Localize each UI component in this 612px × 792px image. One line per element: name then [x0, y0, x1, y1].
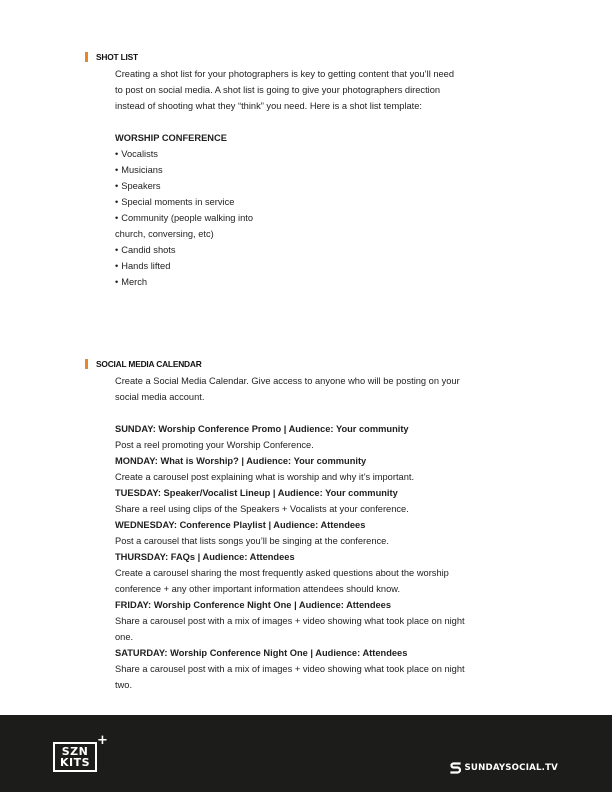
day-title-wednesday: WEDNESDAY: Conference Playlist | Audience: Attendees	[115, 520, 366, 530]
logo-text-line2: KITS	[59, 756, 91, 769]
szn-kits-logo-box	[53, 742, 97, 772]
day-description: Create a carousel sharing the most frequently asked questions about the worship	[115, 568, 449, 578]
intro-line: instead of shooting what they “think” you need. Here is a shot list template:	[115, 101, 422, 111]
logo-text-line1: SZN	[61, 745, 89, 758]
day-description: one.	[115, 632, 134, 642]
intro-line: Creating a shot list for your photographers is key to getting content that you’ll need	[115, 69, 455, 79]
list-item: • Hands lifted	[115, 261, 171, 271]
intro-line: social media account.	[115, 392, 205, 402]
intro-line: to post on social media. A shot list is going to give your photographers direction	[115, 85, 441, 95]
day-description: Share a carousel post with a mix of images + video showing what took place on night	[115, 664, 465, 674]
day-title-saturday: SATURDAY: Worship Conference Night One | Audience: Attendees	[115, 648, 408, 658]
list-item-continuation: church, conversing, etc)	[115, 229, 214, 239]
plus-icon: +	[97, 733, 108, 748]
day-description: Share a carousel post with a mix of images + video showing what took place on night	[115, 616, 465, 626]
day-title-tuesday: TUESDAY: Speaker/Vocalist Lineup | Audience: Your community	[115, 488, 398, 498]
list-item: • Speakers	[115, 181, 161, 191]
list-item: • Community (people walking into	[115, 213, 254, 223]
calendar-title: SOCIAL MEDIA CALENDAR	[96, 359, 202, 369]
list-item: • Special moments in service	[115, 197, 235, 207]
day-description: two.	[115, 680, 133, 690]
shot-list-body	[115, 66, 535, 290]
list-item: • Candid shots	[115, 245, 176, 255]
list-item: • Merch	[115, 277, 148, 287]
day-title-monday: MONDAY: What is Worship? | Audience: Your community	[115, 456, 367, 466]
day-description: Post a carousel that lists songs you’ll be singing at the conference.	[115, 536, 389, 546]
calendar-body	[115, 373, 535, 693]
list-item: • Vocalists	[115, 149, 158, 159]
list-item: • Musicians	[115, 165, 163, 175]
calendar-heading	[85, 359, 202, 369]
day-description: Post a reel promoting your Worship Conference.	[115, 440, 314, 450]
szn-kits-logo	[53, 733, 108, 772]
day-title-thursday: THURSDAY: FAQs | Audience: Attendees	[115, 552, 295, 562]
day-description: conference + any other important information attendees should know.	[115, 584, 401, 594]
day-title-sunday: SUNDAY: Worship Conference Promo | Audience: Your community	[115, 424, 409, 434]
shot-list-title: SHOT LIST	[96, 52, 138, 62]
section-marker	[85, 359, 88, 369]
s-mark-icon	[450, 761, 461, 775]
day-title-friday: FRIDAY: Worship Conference Night One | Audience: Attendees	[115, 600, 392, 610]
shot-list-heading	[85, 52, 138, 62]
day-description: Share a reel using clips of the Speakers + Vocalists at your conference.	[115, 504, 409, 514]
day-description: Create a carousel post explaining what is worship and why it’s important.	[115, 472, 415, 482]
brand-url: SUNDAYSOCIAL.TV	[464, 763, 558, 773]
sunday-social-brand	[450, 761, 558, 775]
section-marker	[85, 52, 88, 62]
footer-band	[0, 715, 612, 792]
intro-line: Create a Social Media Calendar. Give access to anyone who will be posting on your	[115, 376, 460, 386]
worship-conference-subheading: WORSHIP CONFERENCE	[115, 133, 227, 143]
